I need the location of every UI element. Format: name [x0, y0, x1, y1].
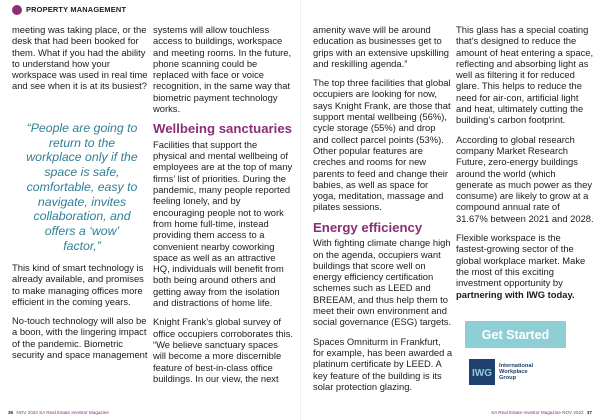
col3-paragraph-2: The top three facilities that global occupiers are looking for now, says Knight Frank, are those that support mental wellbeing (56%), cycle storage (55%) and drop and collect parcel points (53%). Other popular features are creches and rooms for new parents to feed and change their babies, as well as space for yoga, meditation, massage and pilates sessions. [313, 77, 451, 213]
left-magazine-name: SA Real Estate Investor Magazine [39, 410, 109, 415]
col4-paragraph-1: This glass has a special coating that’s designed to reduce the amount of heat entering a space, reflecting and absorbing light as well as filtering it for reduced glare. This helps to reduce the need for air-con, artificial light and heat, ultimately cutting the building’s carbon footprint. [456, 24, 594, 126]
pull-quote: “People are going to return to the workplace only if the space is safe, comfortable, easy to navigate, invites collaboration, and offers a ‘wow’ factor,” [26, 121, 138, 253]
energy-heading: Energy efficiency [313, 219, 423, 235]
col3-paragraph-1: amenity wave will be around education as businesses get to grips with an extensive upskilling and reskilling agenda.” [313, 24, 450, 69]
col4-paragraph-3-text: Flexible workspace is the fastest-growing sector of the global workplace market. Make the most of this exciting investment opportunity by [456, 232, 586, 289]
right-magazine-name: SA Real Estate Investor Magazine [491, 410, 561, 415]
section-header [0, 0, 600, 20]
iwg-logo-text [499, 363, 533, 382]
col2-paragraph-1: systems will allow touchless access to buildings, workspace and meeting rooms. In the future, phone scanning could be replaced with face or voice recognition, in the same way that biometric payment technology works. [153, 24, 292, 115]
column-3 [313, 24, 453, 400]
col1-paragraph-1: meeting was taking place, or the desk that had been booked for them. What if you had the ability to understand how your workspace was used in real time and see when it is at its busiest? [12, 24, 148, 92]
footer-left [6, 410, 109, 415]
svg-text:IWG: IWG [472, 368, 492, 379]
right-page-number: 37 [586, 410, 592, 415]
wellbeing-heading: Wellbeing sanctuaries [153, 121, 293, 137]
partnering-cta-text: partnering with IWG today. [456, 288, 575, 300]
page-gutter [300, 0, 301, 420]
col4-paragraph-2: According to global research company Market Research Future, zero-energy buildings around the world (which generate as much power as they consume) are likely to grow at a compound annual rate of 31.67% between 2021 and 2028. [456, 133, 594, 224]
left-page-number: 36 [8, 410, 14, 415]
logo-line-3: Group [499, 375, 517, 382]
footer-right [491, 410, 594, 415]
section-title: PROPERTY MANAGEMENT [26, 5, 127, 14]
col4-paragraph-3 [456, 232, 594, 300]
logo-line-2: Workplace [499, 368, 528, 375]
iwg-logo[interactable] [469, 358, 565, 386]
col1-paragraph-3: No-touch technology will also be a boon, with the lingering impact of the pandemic. Biometric security and space management [12, 315, 148, 361]
column-1-lower [12, 262, 149, 368]
col3-paragraph-4: Spaces Omniturm in Frankfurt, for example, has been awarded a platinum certificate by LEED. A key feature of the building is its solar protection glazing. [313, 335, 453, 392]
iwg-logo-icon [469, 359, 495, 385]
column-2 [153, 24, 293, 392]
left-issue-date: NOV 2022 [16, 410, 38, 415]
logo-line-1: International [499, 362, 534, 369]
section-dot-icon [12, 5, 22, 15]
column-4 [456, 24, 594, 308]
col2-paragraph-2: Facilities that support the physical and mental wellbeing of employees are at the top of many firms’ list of priorities. During the pandemic, many people reported feeling lonely, and by encouraging people not to work from home full-time, instead providing them access to a convenient nearby coworking space as well as an attractive HQ, individuals will benefit from both being around others and getting away from the isolation and distractions of home life. [153, 138, 293, 309]
column-1 [12, 24, 149, 100]
col1-paragraph-2: This kind of smart technology is already available, and promises to make managing offices more efficient in the coming years. [12, 262, 144, 307]
col3-paragraph-3: With fighting climate change high on the agenda, occupiers want buildings that score well on energy efficiency certification schemes such as LEED and BREEAM, and thus help them to meet their own environment and social governance (ESG) targets. [313, 237, 452, 328]
get-started-button[interactable]: Get Started [465, 321, 566, 348]
right-issue-date: NOV 2022 [562, 410, 584, 415]
col2-paragraph-3: Knight Frank’s global survey of office occupiers corroborates this. “We believe sanctuary spaces will become a more discernible feature of best-in-class office buildings. In our view, the next [153, 316, 293, 384]
page-footer [0, 407, 600, 420]
